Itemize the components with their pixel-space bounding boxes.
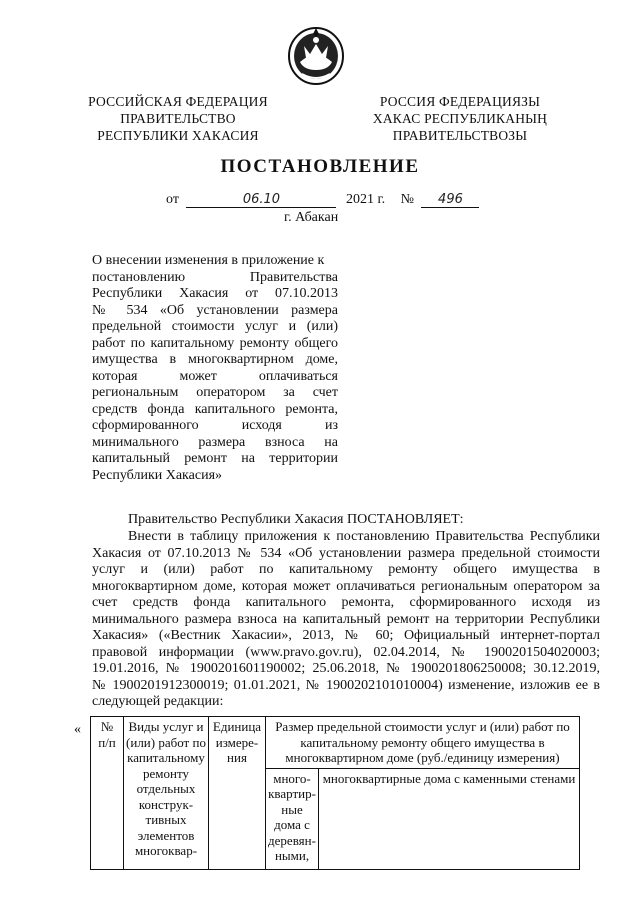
header-right-line-3: ПРАВИТЕЛЬСТВОЗЫ [392, 128, 528, 143]
opening-quote-mark: « [74, 722, 81, 737]
header-cell-text: Единица [212, 719, 262, 734]
header-left [84, 93, 272, 144]
header-cell-text: отдельных [136, 781, 196, 796]
header-cell-text: капитальному [127, 750, 205, 765]
date-line [166, 192, 479, 208]
subject-line: минимального размера взноса на [92, 434, 338, 450]
body-line: многоквартирном доме, которая может оплачиваться региональным оператором за [92, 578, 600, 594]
subheader-cell-text: деревян- [268, 832, 316, 848]
subject-line: Республики Хакасия» [92, 467, 223, 483]
subheader-cell-wooden [266, 768, 319, 869]
header-left-line-2: ПРАВИТЕЛЬСТВО [120, 111, 236, 126]
subject-line: сформированного исходя из [92, 418, 338, 433]
subject-line: региональным оператором за счет [92, 385, 338, 400]
body-line: Хакасия от 07.10.2013 № 534 «Об установлении размера предельной стоимости [92, 545, 600, 561]
body-line: минимального размера взноса на капитальный ремонт на территории Республики [92, 611, 600, 627]
header-cell-text: ния [227, 750, 247, 765]
coat-of-arms-emblem [286, 22, 346, 86]
document-title: ПОСТАНОВЛЕНИЕ [220, 156, 420, 177]
body-line: услуг и (или) работ по капитальному ремонту общего имущества в [92, 562, 600, 577]
header-left-line-3: РЕСПУБЛИКИ ХАКАСИЯ [97, 128, 259, 143]
date-value: 06.10 [186, 193, 336, 208]
subject-line: № 534 «Об установлении размера [92, 302, 338, 318]
subject-line: постановлению Правительства [92, 269, 338, 285]
date-from-label: от [166, 192, 179, 207]
body-line: счет средств фонда капитального ремонта, сформированного исходя из [92, 595, 600, 610]
header-cell-cost [266, 717, 580, 769]
header-cell-text: № [100, 719, 114, 734]
header-cell-text: капитальному ремонту общего имущества в [300, 734, 545, 750]
body-line: следующей редакции: [92, 694, 224, 709]
header-cell-text: тивных [145, 812, 187, 827]
header-left-line-1: РОССИЙСКАЯ ФЕДЕРАЦИЯ [88, 94, 268, 109]
date-year: 2021 г. [345, 192, 386, 207]
resolution-body [92, 529, 600, 711]
header-cell-text: многоквартирном доме (руб./единицу измерения) [285, 750, 560, 765]
subject-line: имущества в многоквартирном доме, [92, 352, 338, 367]
header-cell-unit [209, 717, 266, 870]
header-cell-text: конструк- [138, 796, 194, 812]
body-line: 19.01.2016, № 1900201601190002; 25.06.2018, № 1900201806250008; 30.12.2019, [92, 661, 600, 676]
subject-line: О внесении изменения в приложение к [92, 253, 325, 268]
header-cell-text: измере- [215, 734, 259, 750]
cost-table [90, 716, 580, 870]
subheader-cell-text: ными, [274, 848, 310, 863]
subject-line: капитальный ремонт на территории [92, 451, 338, 466]
header-cell-text: элементов [137, 827, 195, 843]
subheader-cell-stone: многоквартирные дома с каменными стенами [319, 768, 580, 869]
subheader-cell-text: квартир- [268, 786, 316, 801]
header-cell-text: многоквар- [134, 843, 198, 858]
city-label: г. Абакан [284, 210, 339, 225]
header-cell-text: ремонту [143, 765, 189, 781]
number-sign: № [400, 192, 414, 207]
resolution-intro: Правительство Республики Хакасия ПОСТАНОВЛЯЕТ: [128, 512, 464, 527]
header-right [366, 93, 554, 144]
subheader-cell-text: дома с [274, 817, 310, 832]
subject-line: которая может оплачиваться [92, 368, 338, 384]
header-cell-text: Виды услуг и [128, 719, 204, 734]
subject-line: предельной стоимости услуг и (или) [92, 319, 338, 334]
body-line: правовой информации (www.pravo.gov.ru), 02.04.2014, № 1900201504020003; [92, 644, 600, 660]
header-cell-text: Размер предельной стоимости услуг и (или) работ по [275, 719, 570, 734]
subject-line: средств фонда капитального ремонта, [92, 401, 338, 417]
header-cell-number [91, 717, 124, 870]
header-cell-work-types [124, 717, 209, 870]
header-cell-text: (или) работ по [126, 734, 206, 750]
subheader-cell-text: ные [281, 801, 303, 817]
document-number: 496 [421, 193, 479, 208]
body-line: № 1900201912300019; 01.01.2021, № 1900202101010004) изменение, изложив ее в [92, 677, 600, 693]
header-right-line-1: РОССИЯ ФЕДЕРАЦИЯЗЫ [379, 94, 541, 109]
body-line: Внести в таблицу приложения к постановлению Правительства Республики [128, 529, 600, 544]
subject-line: Республики Хакасия от 07.10.2013 [92, 286, 338, 301]
header-cell-text: п/п [98, 734, 116, 750]
subject-block [92, 253, 338, 484]
header-right-line-2: ХАКАС РЕСПУБЛИКАНЫҢ [372, 111, 548, 126]
subheader-cell-text: много- [273, 770, 311, 786]
subject-line: работ по капитальному ремонту общего [92, 335, 338, 351]
body-line: Хакасия» («Вестник Хакасии», 2013, № 60; Официальный интернет-портал [92, 628, 600, 643]
